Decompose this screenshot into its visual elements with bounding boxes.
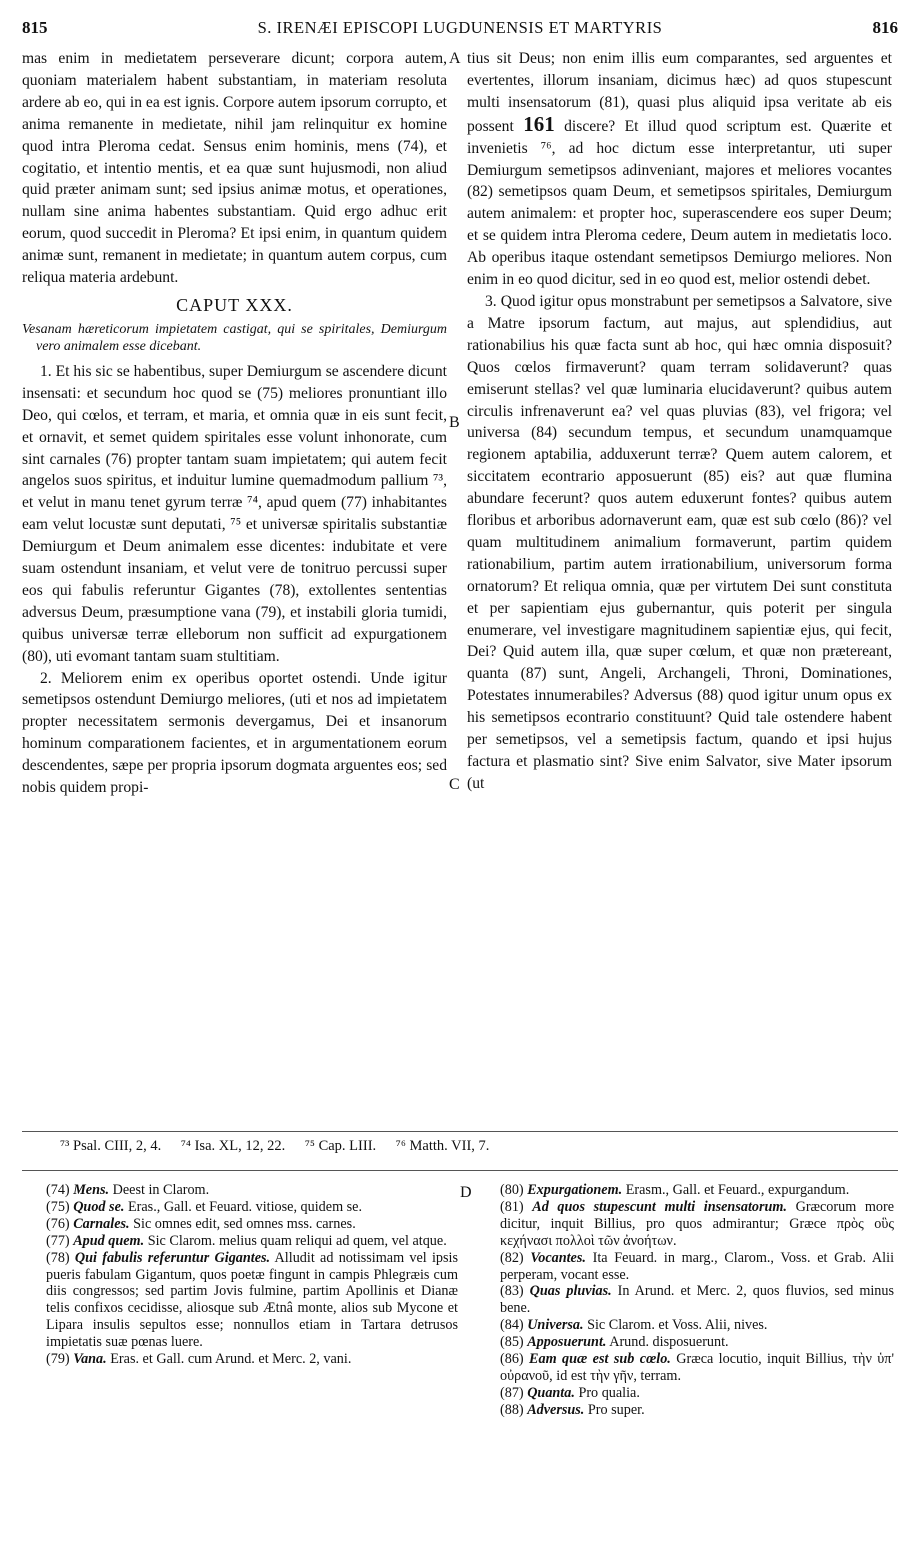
footnote [46, 1250, 458, 1351]
paragraph: mas enim in medietatem perseverare dicunt; corpora autem, quoniam materialem habent substantiam, in materiam resoluta ardere ab eo, qui in ea est ignis. Corpore autem ipsorum corrupto, et anima remanente in medietate, nihil jam relinquitur ex homine quod intra Pleroma cedat. Sensus enim hominis, mens (74), et cogitatio, et intentio mentis, et ea quæ sunt hujusmodi, non aliud quid præter animam sunt; sed ipsius animæ motus, et operationes, nullam sine anima habentes substantiam. Quid ergo adhuc erit eorum, quod succedit in Pleroma? Et ipsi enim, in quantum quidem animæ sunt, remanent in medietate; in quantum autem corpus, cum reliqua materia ardebunt. [22, 50, 447, 287]
footnote-text: Alludit ad notissimam vel ipsis pueris fabulam Gigantum, quos poetæ fingunt in campis Phlegræis cum diis congressos; sed partim Jovis fulmine, partim Apollinis et Dianæ telis confixos cecidisse, aliosque sub Ætnâ monte, alios sub Mycone et Lipara insulis sepultos esse; nonnullos etiam in Tartara detrusos impietatis suæ pœnas luere. [46, 1249, 458, 1351]
running-header [22, 18, 898, 42]
footnote-text: Eras. et Gall. cum Arund. et Merc. 2, vani. [106, 1351, 352, 1368]
running-title: S. IRENÆI EPISCOPI LUGDUNENSIS ET MARTYRIS [257, 18, 663, 37]
footnote-lemma: Apud quem. [73, 1232, 145, 1249]
footnote-text: Sic omnes edit, sed omnes mss. carnes. [129, 1215, 356, 1232]
right-column [467, 48, 892, 795]
left-column [22, 48, 447, 799]
paragraph: 3. Quod igitur opus monstrabunt per semetipsos a Salvatore, sive a Matre ipsorum factum, aut majus, aut splendidius, aut rationabilius his quæ facta sunt ab hoc, qui hæc omnia disposuit? Quos cœlos firmaverunt? quam terram solidaverunt? quas emiserunt stellas? vel quæ luminaria elucidaverunt? quibus autem circulis infrenaverunt ea? vel quas pluvias (83), vel frigora; vel universa (84) secundum tempus, et secundum unamquamque regionem aptabilia, adduxerunt terræ? Quem autem calorem, et siccitatem econtrario apposuerunt (85) eis? aut quæ flumina abundare fecerunt? quos autem eduxerunt fontes? quibus autem floribus et arboribus adornaverunt eam, quæ est sub cœlo (86)? vel quam multitudinem animalium formaverunt, partim quidem rationabilium, partim autem irrationabilium, universorum forma ornatorum? Et reliqua omnia, quæ per virtutem Dei sunt constituta et per sapientiam ejus gubernantur, quis poterit per singula enumerare, vel investigare magnitudinem sapientiæ ejus, qui fecit, Dei? Quid autem illa, quæ super cœlum, et quæ non prætereant, quanta (87) sunt, Angeli, Archangeli, Throni, Dominationes, Potestates innumerabiles? Adversus (88) quod igitur unum opus ex his semetipsos econtrario constituunt? Quid tale ostendere habent per semetipsos, vel a semetipsis factum, quando et ipsi hujus factura et plasmatio sint? Sive enim Salvator, sive Mater ipsorum (ut [467, 292, 892, 792]
footnote [46, 1351, 458, 1368]
footnote-number: (88) [500, 1401, 524, 1418]
footnote-text: Sic Clarom. et Voss. Alii, nives. [583, 1317, 768, 1334]
footnote-lemma: Eam quæ est sub cœlo. [529, 1351, 671, 1368]
page-number-right: 816 [872, 18, 898, 37]
footnote-lemma: Quas pluvias. [529, 1283, 612, 1300]
footnote-number: (74) [46, 1182, 70, 1198]
footnote [46, 1233, 458, 1250]
footnote-text: Sic Clarom. melius quam reliqui ad quem, vel atque. [144, 1232, 447, 1249]
footnote-text: Eras., Gall. et Feuard. vitiose, quidem se. [124, 1198, 363, 1215]
footnote [500, 1283, 894, 1317]
footnote-lemma: Vocantes. [530, 1249, 586, 1266]
footnote-lemma: Apposuerunt. [527, 1334, 607, 1351]
scripture-ref: ⁷⁶ Matth. VII, 7. [395, 1138, 490, 1154]
footnote-lemma: Adversus. [527, 1401, 585, 1418]
scripture-ref: ⁷⁵ Cap. LIII. [304, 1138, 377, 1154]
page-number-left: 815 [22, 18, 48, 37]
paragraph [467, 48, 892, 291]
footnote [500, 1182, 894, 1199]
footnote-lemma: Quanta. [527, 1384, 575, 1401]
margin-letter: C [449, 776, 460, 793]
footnote [46, 1199, 458, 1216]
footnote-lemma: Qui fabulis referuntur Gigantes. [74, 1249, 271, 1266]
footnote-number: (79) [46, 1351, 70, 1368]
footnote-number: (85) [500, 1334, 524, 1351]
footnote-number: (77) [46, 1232, 70, 1249]
footnote-number: (82) [500, 1249, 524, 1266]
footnote [500, 1317, 894, 1334]
margin-letter: A [449, 50, 461, 67]
footnote-number: (86) [500, 1351, 524, 1368]
footnote-number: (87) [500, 1384, 524, 1401]
scripture-references [60, 1138, 505, 1155]
footnote-text: Deest in Clarom. [109, 1182, 210, 1198]
footnote-text: Arund. disposuerunt. [606, 1334, 729, 1351]
scripture-ref: ⁷⁴ Isa. XL, 12, 22. [180, 1138, 286, 1154]
footnote-text: Erasm., Gall. et Feuard., expurgandum. [622, 1182, 850, 1198]
footnote-lemma: Vana. [73, 1351, 107, 1368]
footnote-divider [22, 1131, 898, 1132]
margin-letter: B [449, 414, 460, 431]
footnote-number: (80) [500, 1182, 524, 1198]
footnote-text: Pro super. [584, 1401, 645, 1418]
footnote [500, 1250, 894, 1284]
footnote [500, 1334, 894, 1351]
notes-right [500, 1182, 894, 1419]
footnote-text: Græca locutio, inquit Billius, τὴν ὑπ' οὐρανοῦ, id est τὴν γῆν, terram. [500, 1351, 895, 1384]
footnote-lemma: Mens. [73, 1182, 110, 1198]
footnote-lemma: Carnales. [73, 1215, 130, 1232]
footnote [500, 1385, 894, 1402]
footnote-number: (83) [500, 1283, 524, 1300]
paragraph: 1. Et his sic se habentibus, super Demiurgum se ascendere dicunt insensati: et secundum hoc quod se (75) meliores pronuntiant illo Deo, qui cœlos, et terram, et maria, et omnia quæ in eis sunt fecit, et ornavit, et semet quidem spiritales esse volunt inhonorate, cum sint carnales (76) propter tantam suam impietatem; qui autem fecit angelos suos spiritus, et induitur lumine quemadmodum pallium ⁷³, et velut in manu tenet gyrum terræ ⁷⁴, apud quem (77) inhabitantes eam velut locustæ sunt deputati, ⁷⁵ et universæ spiritalis substantiæ Demiurgum et Deum animalem esse dicentes: indubitate et vere suam ostendunt insaniam, et velut vere de tonitruo percussi super eos qui fabulis referuntur Gigantes (78), extollentes sententias adversus Deum, præsumptione vana (79), et instabili gloria tumidi, quibus universæ terræ elleborum non sufficit ad expurgationem (80), uti evomant tantam suam stultitiam. [22, 362, 447, 665]
footnote [500, 1351, 894, 1385]
notes-left [46, 1182, 458, 1368]
notes-divider [22, 1170, 898, 1171]
footnote [500, 1402, 894, 1419]
footnote-number: (76) [46, 1215, 70, 1232]
footnote-lemma: Expurgationem. [527, 1182, 623, 1198]
footnote-number: (84) [500, 1317, 524, 1334]
footnote-text: Pro qualia. [574, 1384, 640, 1401]
paragraph-text: tius sit Deus; non enim illis eum comparantes, sed arguentes et evertentes, illorum insaniam, dicimus hæc) ad quos stupescunt multi insensatorum (81), quasi plus aliquid ipsa veritate ab eis possent [467, 50, 892, 135]
footnote-lemma: Universa. [527, 1317, 584, 1334]
footnote-text: In Arund. et Merc. 2, quos fluvios, sed minus bene. [500, 1283, 895, 1317]
footnote-lemma: Ad quos stupescunt multi insensatorum. [532, 1198, 787, 1215]
footnote-text: Ita Feuard. in marg., Clarom., Voss. et Grab. Alii perperam, vocant esse. [500, 1249, 895, 1283]
scripture-ref: ⁷³ Psal. CIII, 2, 4. [60, 1138, 162, 1154]
footnote [46, 1182, 458, 1199]
paragraph: 2. Meliorem enim ex operibus oportet ostendi. Unde igitur semetipsos ostendunt Demiurgo meliores, (uti et nos ad impietatem propter necessitatem sermonis devergamus, Dei et insanorum hominum comparationem facientes, et in argumentationem eorum descendentes, sæpe per propria ipsorum dogmata arguentes eos; sed nobis quidem propi- [22, 669, 447, 797]
footnote-text: Græcorum more dicitur, inquit Billius, pro quos admirantur; Græce πρὸς οὓς κεχήνασι πολλοὶ τῶν ἀνοήτων. [500, 1198, 894, 1249]
chapter-summary: Vesanam hæreticorum impietatem castigat, qui se spiritales, Demiurgum vero animalem esse dicebant. [22, 321, 447, 354]
footnote-lemma: Quod se. [73, 1198, 125, 1215]
paragraph-text: discere? Et illud quod scriptum est. Quærite et invenietis ⁷⁶, ad hoc dictum esse interpretantur, uti super Demiurgum semetipsos adinveniant, majores et meliores vocantes (82) semetipsos quam Deum, et semetipsos spiritales, Demiurgum autem animalem: et propter hoc, superascendere eos super Deum; et se quidem intra Pleroma cedere, Deum autem in medietatis loco. Ab operibus itaque ostendant semetipsos Demiurgo meliores. Non enim in eo quod dicitur, sed in eo quod est, melior ostendi debet. [467, 117, 892, 289]
footnote [500, 1199, 894, 1250]
edition-page-number: 161 [523, 111, 555, 136]
footnote [46, 1216, 458, 1233]
margin-letter: D [460, 1184, 472, 1201]
chapter-heading: CAPUT XXX. [176, 294, 293, 315]
footnote-number: (75) [46, 1198, 70, 1215]
footnote-number: (78) [46, 1249, 70, 1266]
footnote-number: (81) [500, 1198, 524, 1215]
